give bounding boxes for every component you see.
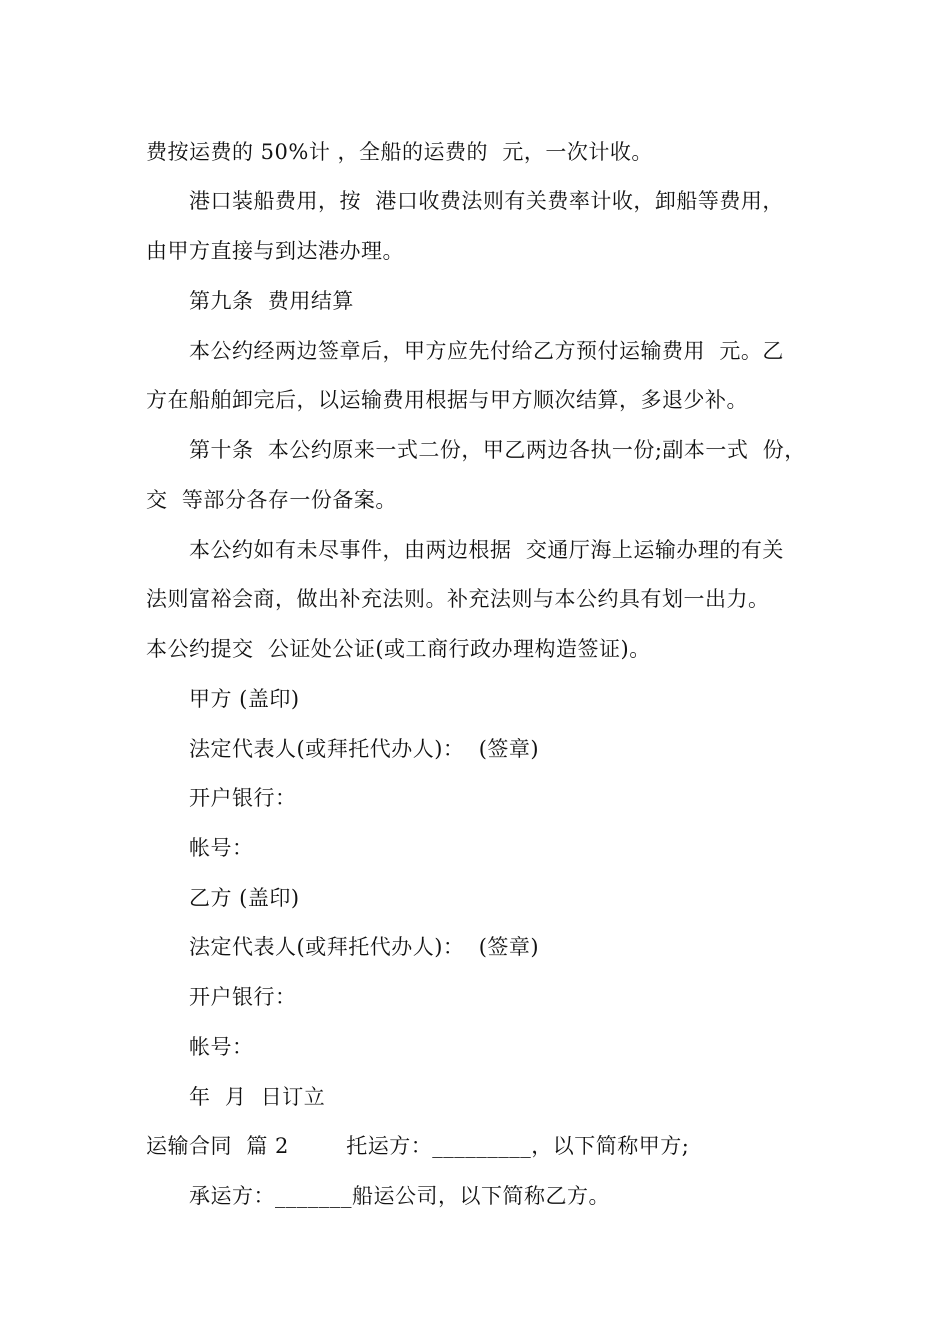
party-b-label: 乙方 (盖印) [189,886,300,910]
paragraph-line: 方在船舶卸完后，以运输费用根据与甲方顺次结算，多退少补。 [146,388,748,412]
paragraph-line: 费按运费的 50%计 ，全船的运费的 元，一次计收。 [146,140,653,164]
account-label: 帐号： [189,836,254,860]
paragraph-line: 法则富裕会商，做出补充法则。补充法则与本公约具有划一出力。 [146,587,770,611]
paragraph-line: 交 等部分各存一份备案。 [146,488,397,512]
paragraph-line: 本公约提交 公证处公证(或工商行政办理构造签证)。 [146,637,651,661]
paragraph-line: 本公约如有未尽事件，由两边根据 交通厅海上运输办理的有关 [189,538,784,562]
legal-rep-label: 法定代表人(或拜托代办人)： (签章) [189,737,540,761]
party-a-label: 甲方 (盖印) [189,687,300,711]
contract-title-line: 运输合同 篇 2 托运方：_________，以下简称甲方; [146,1134,690,1158]
paragraph-line: 本公约经两边签章后，甲方应先付给乙方预付运输费用 元。乙 [189,339,784,363]
paragraph-line: 承运方：_______船运公司，以下简称乙方。 [189,1184,610,1208]
legal-rep-label: 法定代表人(或拜托代办人)： (签章) [189,935,540,959]
date-line: 年 月 日订立 [189,1085,326,1109]
account-label: 帐号： [189,1035,254,1059]
paragraph-line: 由甲方直接与到达港办理。 [146,239,404,263]
paragraph-line: 港口装船费用，按 港口收费法则有关费率计收，卸船等费用， [189,189,784,213]
section-heading: 第九条 费用结算 [189,289,354,313]
paragraph-line: 第十条 本公约原来一式二份，甲乙两边各执一份;副本一式 份， [189,438,806,462]
bank-label: 开户银行： [189,786,297,810]
bank-label: 开户银行： [189,985,297,1009]
